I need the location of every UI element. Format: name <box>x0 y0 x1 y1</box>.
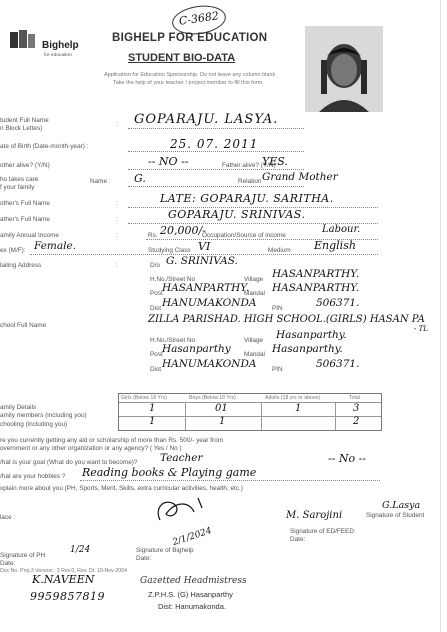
value-care-name: G. <box>134 172 146 185</box>
label-explain-q: xplain more about you (PH, Sports, Merit, Skills, extra curricular activities, health, etc.) <box>0 485 243 492</box>
value-teacher-phone: 9959857819 <box>30 590 105 603</box>
value-medium: English <box>314 239 356 252</box>
instruction-1: Application for Education Sponsorship. Do not leave any column blank <box>104 72 276 78</box>
headmistress-stamp-line3: Dist: Hanumakonda. <box>158 602 226 611</box>
colon: : <box>116 216 118 223</box>
value-ambition: Teacher <box>160 452 203 464</box>
label-block-letters: n Block Lettes) <box>0 125 43 132</box>
label-family-members: amily members (including you) <box>0 412 87 419</box>
colon: : <box>116 232 118 239</box>
headmistress-stamp-line1: Gazetted Headmistress <box>140 576 247 586</box>
value-address-mandal: HASANPARTHY. <box>272 282 360 294</box>
logo-tagline: for education <box>44 53 72 58</box>
table-schooling-boys: 1 <box>219 416 226 427</box>
label-father-alive: Father alive? (Y/N) <box>222 162 276 169</box>
value-dob: 25. 07. 2011 <box>170 137 259 151</box>
value-income: 20,000/- <box>160 224 206 237</box>
label-mandal-2: Mandal <box>244 351 265 358</box>
label-sig-bighelp: Signature of Bighelp <box>136 547 194 554</box>
label-do: D/o <box>150 262 160 269</box>
label-hno-1: H.No./Street No <box>150 276 196 283</box>
label-who-takes-care: ho takes care <box>0 176 39 183</box>
value-ph-signature: 1/24 <box>70 545 91 555</box>
headmistress-stamp-line2: Z.P.H.S. (G) Hasanparthy <box>148 590 233 599</box>
label-edfeed-date: Date: <box>290 536 306 543</box>
value-address-pin: 506371. <box>316 297 360 309</box>
form-title: STUDENT BIO-DATA <box>128 52 236 64</box>
table-header-total: Total <box>349 395 360 401</box>
label-family-details: amily Details <box>0 404 37 411</box>
label-sponsorship-q1: re you currently getting any aid or scholarship of more than Rs. 500/- year from <box>0 437 224 444</box>
value-address-village: HASANPARTHY. <box>272 268 360 280</box>
table-members-total: 3 <box>353 403 360 414</box>
colon: : <box>116 200 118 207</box>
table-header-adults: Adults (18 yrs or above) <box>265 395 321 401</box>
bighelp-logo-icon <box>8 26 38 56</box>
line-care <box>128 186 304 187</box>
value-school-village: Hasanparthy. <box>276 329 347 341</box>
label-bighelp-date: Date: <box>136 555 152 562</box>
value-care-relation: Grand Mother <box>262 171 338 183</box>
label-rs: Rs. <box>148 232 158 239</box>
value-student-signature: G.Lasya <box>382 500 421 511</box>
label-sponsorship-q2: overnment or any other organization or any agency? ( Yes / No ) <box>0 445 182 452</box>
label-dist-1: Dist <box>150 305 162 312</box>
label-pin-2: PIN <box>272 366 283 373</box>
org-title: BIGHELP FOR EDUCATION <box>112 32 268 44</box>
label-school-name: chool Full Name <box>0 322 47 329</box>
value-address-post: HASANPARTHY. <box>162 282 250 294</box>
value-mothers-name: LATE: GOPARAJU. SARITHA. <box>160 192 334 205</box>
label-post-1: Post <box>150 290 163 297</box>
value-sponsorship-answer: -- No -- <box>328 452 367 465</box>
colon: : <box>116 121 118 128</box>
label-class: Studying Class <box>148 247 191 254</box>
value-teacher-name: K.NAVEEN <box>32 573 95 586</box>
colon: : <box>116 262 118 269</box>
value-school-dist: HANUMAKONDA <box>162 358 257 370</box>
line-hobbies <box>80 480 380 481</box>
family-table <box>118 393 382 431</box>
value-class: VI <box>198 240 211 253</box>
table-members-adults: 1 <box>295 403 302 414</box>
value-full-name: GOPARAJU. LASYA. <box>134 112 279 127</box>
value-school-post: Hasanparthy <box>162 343 231 355</box>
student-photo <box>305 26 383 112</box>
value-sex: Female. <box>34 240 77 252</box>
value-address-dist: HANUMAKONDA <box>162 297 257 309</box>
line-full-name <box>128 128 304 129</box>
label-mother-alive: other alive? (Y/N) <box>0 162 50 169</box>
label-dist-2: Dist <box>150 366 162 373</box>
table-schooling-girls: 1 <box>149 416 156 427</box>
label-sig-ph: Signature of PH <box>0 552 46 559</box>
value-father-alive: YES. <box>262 155 288 168</box>
value-bighelp-date: 2/1/2024 <box>171 525 213 549</box>
value-school-mandal: Hasanparthy. <box>272 343 343 355</box>
label-village-1: Village <box>244 276 264 283</box>
instruction-2: Take the help of your teacher / project member to fill this form. <box>113 80 264 86</box>
label-mothers-name: other's Full Name <box>0 200 50 207</box>
value-hobbies: Reading books & Playing game <box>82 466 257 479</box>
label-schooling: chooling (including you) <box>0 421 68 428</box>
label-hno-2: H.No./Street No <box>150 337 196 344</box>
label-pin-1: PIN <box>272 305 283 312</box>
value-do-name: G. SRINIVAS. <box>166 255 238 267</box>
value-mother-alive: -- NO -- <box>148 155 189 168</box>
label-ambition-q: /hat is your goal (What do you want to become)? <box>0 459 138 466</box>
table-members-girls: 1 <box>149 403 156 414</box>
label-post-2: Post <box>150 351 163 358</box>
table-header-boys: Boys (Below 18 Yrs) <box>189 395 236 401</box>
label-mandal-1: Mandal <box>244 290 265 297</box>
label-full-name: tudent Full Name <box>0 117 49 124</box>
table-members-boys: 01 <box>215 403 228 414</box>
value-fathers-name: GOPARAJU. SRINIVAS. <box>168 208 306 221</box>
label-your-family: f your family <box>0 184 35 191</box>
label-medium: Medium <box>268 247 291 254</box>
page-right-edge <box>440 0 441 632</box>
stamp-code-text: C-3682 <box>178 9 220 28</box>
value-school-name: ZILLA PARISHAD. HIGH SCHOOL.(GIRLS) HASAN PA <box>148 314 425 325</box>
value-school-name-cont: - TL <box>414 325 428 333</box>
label-family-income: amily Annual Income <box>0 232 59 239</box>
label-mailing-address: lailing Address <box>0 262 42 269</box>
value-edfeed-signature: M. Sarojini <box>286 510 343 521</box>
label-hobbies-q: /hat are your hobbies ? <box>0 473 66 480</box>
logo-name: Bighelp <box>42 40 79 51</box>
label-relation: Relation <box>238 178 262 185</box>
label-sig-student: Signature of Student <box>366 512 425 519</box>
line-dob <box>128 151 304 152</box>
label-sex: ex (M/F): <box>0 247 26 254</box>
label-occupation: Occupation/Source of income <box>202 232 286 239</box>
value-school-pin: 506371. <box>316 358 360 370</box>
label-name: Name : <box>90 178 111 185</box>
bighelp-signature-icon <box>150 494 230 524</box>
label-place: lace : <box>0 514 16 521</box>
student-photo-icon <box>305 26 383 112</box>
table-schooling-total: 2 <box>353 416 360 427</box>
value-occupation: Labour. <box>322 224 361 235</box>
label-dob: ate of Birth (Date-month-year) : <box>0 143 89 150</box>
line-mother-alive <box>128 169 304 170</box>
label-village-2: Village <box>244 337 264 344</box>
table-header-girls: Girls (Below 18 Yrs) <box>121 395 168 401</box>
label-ph-date: Date: <box>0 560 16 567</box>
label-sig-edfeed: Signature of ED/FEED <box>290 528 354 535</box>
label-fathers-name: ather's Full Name <box>0 216 50 223</box>
doc-number: Doc No. Proj.3 Version : 3 Rev.0, Rev. Dt. 10-Nov-2004 <box>0 568 127 574</box>
